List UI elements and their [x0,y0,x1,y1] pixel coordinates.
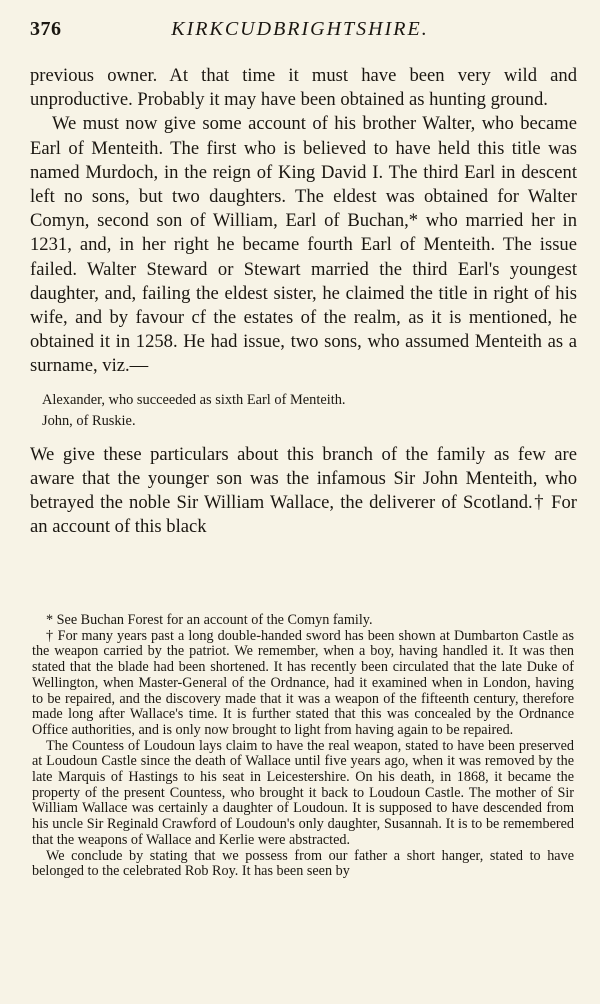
paragraph-john-menteith: We give these particulars about this branch of the family as few are aware that the younger son was the infamous Sir John Menteith, who betrayed the noble Sir William Wallace, the deliverer of Scotland.† For an account of this black [30,443,577,538]
list-item: John, of Ruskie. [42,412,136,429]
footnote-loudoun: The Countess of Loudoun lays claim to have the real weapon, stated to have been preserved at Loudoun Castle since the death of Wallace until five years ago, when it was removed by the late Marquis of Hastings to his seat in Leicestershire. On his death, in 1868, it became the property of the present Countess, who brought it back to Loudoun Castle. The mother of Sir William Wallace was certainly a daughter of Loudoun. It is supposed to have descended from his uncle Sir Reginald Crawford of Loudoun's only daughter, Susannah. It is to be remembered that the weapons of Wallace and Kerlie were abstracted. [32,737,574,848]
paragraph-continuation: previous owner. At that time it must have been very wild and unproductive. Probably it may have been obtained as hunting ground. [30,65,577,111]
list-item: Alexander, who succeeded as sixth Earl of Menteith. [42,391,346,408]
paragraph-earl-of-menteith: We must now give some account of his brother Walter, who became Earl of Menteith. The first who is believed to have held this title was named Murdoch, in the reign of King David I. The third Earl in descent left no sons, but two daughters. The eldest was obtained for Walter Comyn, second son of William, Earl of Buchan,* who married her in 1231, and, in her right he became fourth Earl of Menteith. The issue failed. Walter Steward or Stewart married the third Earl's youngest daughter, and, failing the eldest sister, he claimed the title in right of his wife, and by favour cf the estates of the realm, as it is mentioned, he obtained it in 1258. He had issue, two sons, who assumed Menteith as a surname, viz.— [30,113,577,377]
main-text [30,64,577,539]
page-header [30,18,570,48]
footnote-rob-roy: We conclude by stating that we possess from our father a short hanger, stated to have belonged to the celebrated Rob Roy. It has been seen by [32,847,574,880]
sons-list [42,390,577,432]
footnote-comyn: * See Buchan Forest for an account of the Comyn family. [46,612,373,628]
running-title: KIRKCUDBRIGHTSHIRE. [171,18,429,40]
footnote-sword: † For many years past a long double-handed sword has been shown at Dumbarton Castle as the weapon carried by the patriot. We remember, when a boy, having handled it. It was then stated that the blade had been shortened. It has recently been circulated that the late Duke of Wellington, when Master-General of the Ordnance, had it examined when in London, having to be repaired, and the discovery made that it was a weapon of the fifteenth century, therefore made long after Wallace's time. It is further stated that this was concealed by the Ordnance Office authorities, and is only now brought to light from having again to be repaired. [32,627,574,738]
footnotes [32,613,574,880]
page-number: 376 [30,18,62,40]
